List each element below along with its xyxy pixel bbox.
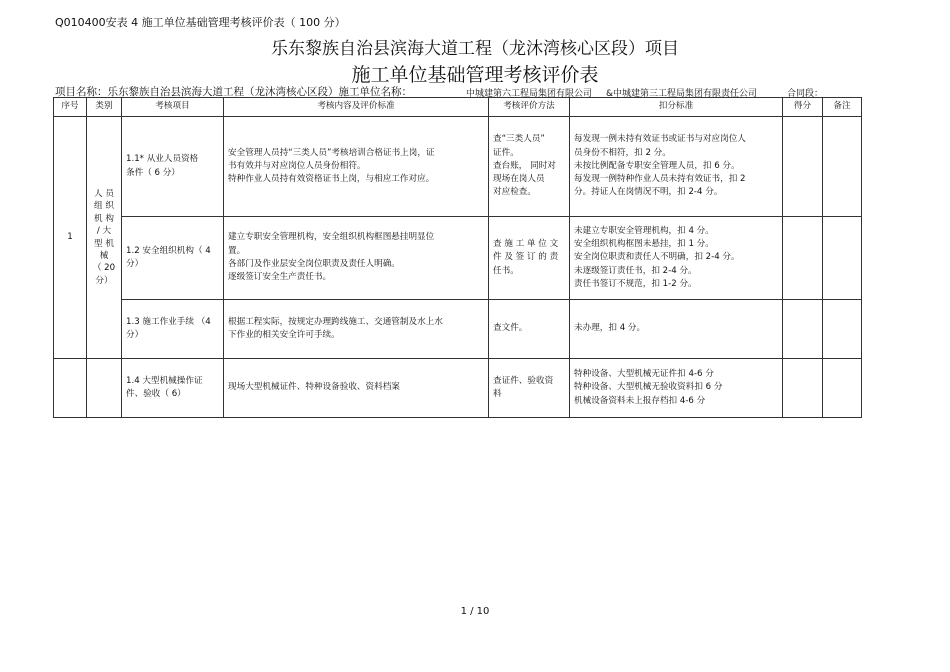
assessment-table <box>53 97 862 418</box>
deduction-standard: 每发现一例未持有效证书或证书与对应岗位人 员身份不相符，扣 2 分。 未按比例配备专职安全管理人员，扣 6 分。 每发现一例特种作业人员未持有效证书，扣 2 分。持证人在岗情况不明，扣 2-4 分。 <box>570 117 783 217</box>
assessment-method: 查 施 工 单 位 文 件 及 签 订 的 责 任书。 <box>489 217 570 300</box>
assessment-content: 安全管理人员持“三类人员”考核培训合格证书上岗，证 书有效并与对应岗位人员身份相符。 特种作业人员持有效资格证书上岗，与相应工作对应。 <box>224 117 489 217</box>
table-row <box>54 117 862 217</box>
project-name-label: 项目名称：乐东黎族自治县滨海大道工程（龙沐湾核心区段）施工单位名称： <box>55 86 412 98</box>
assessment-content: 根据工程实际，按规定办理跨线施工、交通管制及水上水 下作业的相关安全许可手续。 <box>224 300 489 359</box>
col-header-no: 序号 <box>54 98 87 117</box>
table-row <box>54 359 862 418</box>
deduction-standard: 未建立专职安全管理机构，扣 4 分。 安全组织机构框图未悬挂，扣 1 分。 安全岗位职责和责任人不明确，扣 2-4 分。 未逐级签订责任书，扣 2-4 分。 责任书签订不规范，扣 1-2 分。 <box>570 217 783 300</box>
col-header-method: 考核评价方法 <box>489 98 570 117</box>
remark-cell[interactable] <box>823 359 862 418</box>
assessment-item: 1.4 大型机械操作证 件、验收（ 6） <box>122 359 224 418</box>
contract-section-label: 合同段： <box>787 89 824 99</box>
assessment-item: 1.3 施工作业手续 （4 分） <box>122 300 224 359</box>
score-cell[interactable] <box>783 117 823 217</box>
assessment-method: 查文件。 <box>489 300 570 359</box>
page-number: 1 / 10 <box>460 606 490 617</box>
construction-unit-1: 中城建第六工程局集团有限公司 <box>466 89 593 99</box>
deduction-standard: 未办理，扣 4 分。 <box>570 300 783 359</box>
col-header-deduction: 扣分标准 <box>570 98 783 117</box>
col-header-item: 考核项目 <box>122 98 224 117</box>
assessment-content: 现场大型机械证件、特种设备验收、资料档案 <box>224 359 489 418</box>
section-category <box>87 359 122 418</box>
section-number <box>54 359 87 418</box>
assessment-item: 1.1* 从业人员资格 条件（ 6 分） <box>122 117 224 217</box>
col-header-category: 类别 <box>87 98 122 117</box>
deduction-standard: 特种设备、大型机械无证件扣 4-6 分 特种设备、大型机械无验收资料扣 6 分 机械设备资料未上报存档扣 4-6 分 <box>570 359 783 418</box>
project-title: 乐东黎族自治县滨海大道工程（龙沐湾核心区段）项目 <box>271 39 679 59</box>
table-row <box>54 300 862 359</box>
table-row <box>54 217 862 300</box>
score-cell[interactable] <box>783 300 823 359</box>
remark-cell[interactable] <box>823 300 862 359</box>
assessment-content: 建立专职安全管理机构，安全组织机构框图悬挂明显位 置。 各部门及作业层安全岗位职责及责任人明确。 逐级签订安全生产责任书。 <box>224 217 489 300</box>
document-code: Q010400安表 4 施工单位基础管理考核评价表（ 100 分） <box>55 16 346 29</box>
col-header-score: 得分 <box>783 98 823 117</box>
remark-cell[interactable] <box>823 217 862 300</box>
form-title: 施工单位基础管理考核评价表 <box>351 64 599 86</box>
assessment-method: 查证件、验收资 料 <box>489 359 570 418</box>
assessment-item: 1.2 安全组织机构（ 4 分） <box>122 217 224 300</box>
section-number: 1 <box>54 117 87 359</box>
section-category: 人 员 组 织 机 构 / 大 型 机 械 （ 20 分） <box>87 117 122 359</box>
construction-unit-2: &中城建第三工程局集团有限责任公司 <box>606 89 758 99</box>
col-header-content: 考核内容及评价标准 <box>224 98 489 117</box>
score-cell[interactable] <box>783 217 823 300</box>
assessment-method: 查“三类人员” 证件。 查台账， 同时对 现场在岗人员 对应检查。 <box>489 117 570 217</box>
score-cell[interactable] <box>783 359 823 418</box>
remark-cell[interactable] <box>823 117 862 217</box>
col-header-remark: 备注 <box>823 98 862 117</box>
table-header-row <box>54 98 862 117</box>
